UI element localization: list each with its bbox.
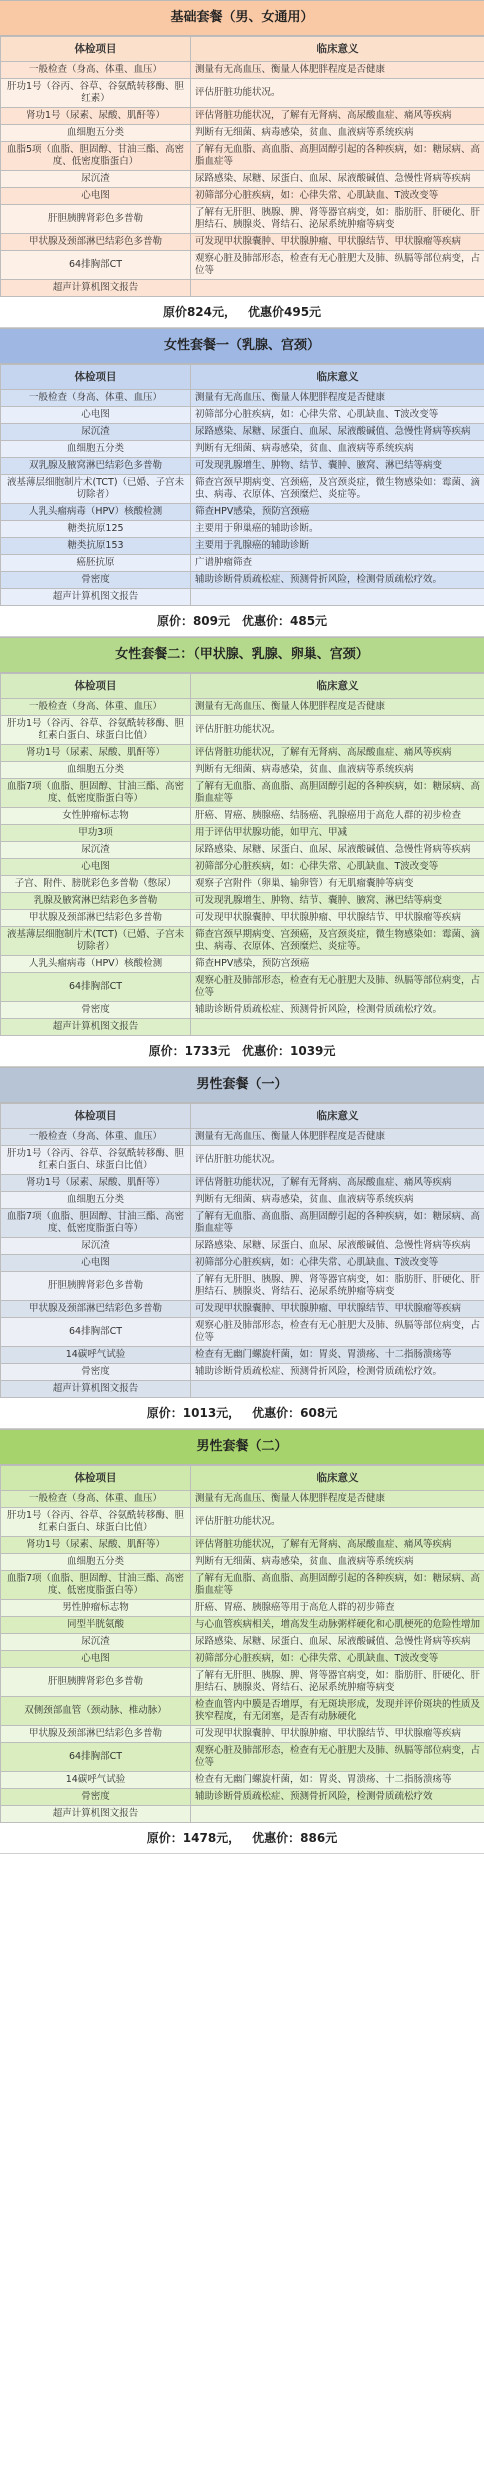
exam-item-cell: 尿沉渣 — [1, 171, 191, 188]
table-row — [1, 234, 484, 251]
exam-item-cell: 肾功1号（尿素、尿酸、肌酐等） — [1, 1175, 191, 1192]
clinical-meaning-cell: 辅助诊断骨质疏松症、预测骨折风险，检测骨质疏松疗效 — [191, 1789, 484, 1806]
exam-item-cell: 超声计算机图文报告 — [1, 280, 191, 297]
clinical-meaning-cell: 可发现乳腺增生、肿物、结节、囊肿、腋窝、淋巴结等病变 — [191, 893, 484, 910]
exam-item-cell: 糖类抗原153 — [1, 538, 191, 555]
exam-item-cell: 甲功3项 — [1, 825, 191, 842]
table-row — [1, 973, 484, 1002]
clinical-meaning-cell: 了解有无肝胆、胰腺、脾、肾等器官病变，如：脂肪肝、肝硬化、肝胆结石、胰腺炎、肾结石、泌尿系统肿瘤等病变 — [191, 1668, 484, 1697]
exam-item-cell: 肝功1号（谷丙、谷草、谷氨酰转移酶、胆红素白蛋白、球蛋白比值） — [1, 716, 191, 745]
exam-item-cell: 甲状腺及颈部淋巴结彩色多普勒 — [1, 910, 191, 927]
table-row — [1, 927, 484, 956]
exam-item-cell: 男性肿瘤标志物 — [1, 1600, 191, 1617]
table-row — [1, 62, 484, 79]
table-row — [1, 1146, 484, 1175]
package-section — [0, 328, 484, 637]
column-header-meaning: 临床意义 — [191, 1104, 484, 1129]
package-table — [0, 36, 484, 297]
exam-item-cell: 超声计算机图文报告 — [1, 1019, 191, 1036]
table-row — [1, 1238, 484, 1255]
clinical-meaning-cell: 可发现乳腺增生、肿物、结节、囊肿、腋窝、淋巴结等病变 — [191, 458, 484, 475]
package-title: 男性套餐（二） — [0, 1429, 484, 1465]
table-row — [1, 188, 484, 205]
clinical-meaning-cell: 辅助诊断骨质疏松症、预测骨折风险，检测骨质疏松疗效。 — [191, 1002, 484, 1019]
exam-item-cell: 尿沉渣 — [1, 1634, 191, 1651]
price-bar — [0, 1398, 484, 1428]
table-row — [1, 859, 484, 876]
column-header-item: 体检项目 — [1, 1104, 191, 1129]
exam-item-cell: 14碳呼气试验 — [1, 1347, 191, 1364]
exam-item-cell: 血脂7项（血脂、胆固醇、甘油三酯、高密度、低密度脂蛋白等） — [1, 1571, 191, 1600]
exam-item-cell: 心电图 — [1, 1255, 191, 1272]
exam-item-cell: 液基薄层细胞制片术(TCT)（已婚、子宫未切除者） — [1, 927, 191, 956]
table-row — [1, 1175, 484, 1192]
exam-item-cell: 肾功1号（尿素、尿酸、肌酐等） — [1, 1537, 191, 1554]
exam-item-cell: 双乳腺及腋窝淋巴结彩色多普勒 — [1, 458, 191, 475]
exam-item-cell: 肾功1号（尿素、尿酸、肌酐等） — [1, 108, 191, 125]
original-price: 原价：1733元 — [148, 1044, 230, 1058]
table-header-row — [1, 674, 484, 699]
clinical-meaning-cell: 测量有无高血压、衡量人体肥胖程度是否健康 — [191, 62, 484, 79]
clinical-meaning-cell: 检查有无幽门螺旋杆菌，如：胃炎、胃溃疡、十二指肠溃疡等 — [191, 1772, 484, 1789]
table-row — [1, 1318, 484, 1347]
table-row — [1, 555, 484, 572]
clinical-meaning-cell: 初筛部分心脏疾病，如：心律失常、心肌缺血、T波改变等 — [191, 1255, 484, 1272]
column-header-item: 体检项目 — [1, 365, 191, 390]
package-section — [0, 1429, 484, 1854]
clinical-meaning-cell: 了解有无血脂、高血脂、高胆固醇引起的各种疾病，如：糖尿病、高脂血症等 — [191, 1571, 484, 1600]
clinical-meaning-cell: 评估肝脏功能状况。 — [191, 716, 484, 745]
clinical-meaning-cell: 检查血管内中膜是否增厚，有无斑块形成，发现并评价斑块的性质及狭窄程度，有无闭塞，是否有动脉硬化 — [191, 1697, 484, 1726]
exam-item-cell: 血细胞五分类 — [1, 125, 191, 142]
table-header-row — [1, 1104, 484, 1129]
table-row — [1, 762, 484, 779]
exam-item-cell: 血细胞五分类 — [1, 441, 191, 458]
exam-item-cell: 肝功1号（谷丙、谷草、谷氨酰转移酶、胆红素白蛋白、球蛋白比值） — [1, 1146, 191, 1175]
exam-item-cell: 甲状腺及颈部淋巴结彩色多普勒 — [1, 234, 191, 251]
table-row — [1, 79, 484, 108]
table-row — [1, 441, 484, 458]
table-row — [1, 1634, 484, 1651]
table-row — [1, 1789, 484, 1806]
exam-item-cell: 血细胞五分类 — [1, 1192, 191, 1209]
clinical-meaning-cell: 可发现甲状腺囊肿、甲状腺肿瘤、甲状腺结节、甲状腺瘤等疾病 — [191, 1726, 484, 1743]
table-row — [1, 407, 484, 424]
exam-item-cell: 心电图 — [1, 188, 191, 205]
package-title: 男性套餐（一） — [0, 1067, 484, 1103]
exam-item-cell: 14碳呼气试验 — [1, 1772, 191, 1789]
exam-item-cell: 心电图 — [1, 859, 191, 876]
exam-item-cell: 骨密度 — [1, 1002, 191, 1019]
clinical-meaning-cell: 初筛部分心脏疾病，如：心律失常、心肌缺血、T波改变等 — [191, 1651, 484, 1668]
table-row — [1, 745, 484, 762]
exam-item-cell: 骨密度 — [1, 1789, 191, 1806]
clinical-meaning-cell: 筛查HPV感染，预防宫颈癌 — [191, 956, 484, 973]
clinical-meaning-cell: 初筛部分心脏疾病，如：心律失常、心肌缺血、T波改变等 — [191, 859, 484, 876]
clinical-meaning-cell: 判断有无细菌、病毒感染，贫血、血液病等系统疾病 — [191, 1554, 484, 1571]
table-row — [1, 1347, 484, 1364]
table-row — [1, 1651, 484, 1668]
clinical-meaning-cell: 了解有无血脂、高血脂、高胆固醇引起的各种疾病，如：糖尿病、高脂血症等 — [191, 1209, 484, 1238]
clinical-meaning-cell: 判断有无细菌、病毒感染，贫血、血液病等系统疾病 — [191, 1192, 484, 1209]
table-row — [1, 1508, 484, 1537]
table-row — [1, 1301, 484, 1318]
table-row — [1, 458, 484, 475]
exam-item-cell: 64排胸部CT — [1, 1318, 191, 1347]
price-bar — [0, 1036, 484, 1066]
clinical-meaning-cell: 广谱肿瘤筛查 — [191, 555, 484, 572]
table-row — [1, 475, 484, 504]
column-header-meaning: 临床意义 — [191, 37, 484, 62]
clinical-meaning-cell: 评估肾脏功能状况，了解有无肾病、高尿酸血症、痛风等疾病 — [191, 108, 484, 125]
exam-item-cell: 一般检查（身高、体重、血压） — [1, 62, 191, 79]
exam-item-cell: 子宫、附件、膀胱彩色多普勒（憋尿） — [1, 876, 191, 893]
clinical-meaning-cell: 评估肝脏功能状况。 — [191, 1146, 484, 1175]
clinical-meaning-cell: 观察心脏及肺部形态，检查有无心脏肥大及肺、纵膈等部位病变，占位等 — [191, 973, 484, 1002]
exam-item-cell: 肝胆胰脾肾彩色多普勒 — [1, 205, 191, 234]
exam-item-cell: 一般检查（身高、体重、血压） — [1, 1129, 191, 1146]
table-row — [1, 842, 484, 859]
exam-item-cell: 糖类抗原125 — [1, 521, 191, 538]
exam-item-cell: 超声计算机图文报告 — [1, 589, 191, 606]
table-row — [1, 1571, 484, 1600]
clinical-meaning-cell: 测量有无高血压、衡量人体肥胖程度是否健康 — [191, 1129, 484, 1146]
exam-item-cell: 肾功1号（尿素、尿酸、肌酐等） — [1, 745, 191, 762]
package-section — [0, 1067, 484, 1429]
original-price: 原价：809元 — [156, 614, 230, 628]
table-row — [1, 910, 484, 927]
table-row — [1, 1554, 484, 1571]
table-row — [1, 1697, 484, 1726]
table-row — [1, 825, 484, 842]
clinical-meaning-cell: 尿路感染、尿糖、尿蛋白、血尿、尿液酸碱值、急慢性肾病等疾病 — [191, 1634, 484, 1651]
original-price: 原价：1013元， — [146, 1406, 241, 1420]
package-title: 女性套餐一（乳腺、宫颈） — [0, 328, 484, 364]
exam-item-cell: 一般检查（身高、体重、血压） — [1, 390, 191, 407]
clinical-meaning-cell: 判断有无细菌、病毒感染，贫血、血液病等系统疾病 — [191, 125, 484, 142]
table-row — [1, 521, 484, 538]
clinical-meaning-cell: 筛查HPV感染，预防宫颈癌 — [191, 504, 484, 521]
table-row — [1, 589, 484, 606]
table-row — [1, 1491, 484, 1508]
table-row — [1, 538, 484, 555]
original-price: 原价824元， — [162, 305, 236, 319]
table-row — [1, 1002, 484, 1019]
table-row — [1, 1192, 484, 1209]
table-row — [1, 1129, 484, 1146]
clinical-meaning-cell: 判断有无细菌、病毒感染，贫血、血液病等系统疾病 — [191, 441, 484, 458]
table-row — [1, 108, 484, 125]
table-row — [1, 1726, 484, 1743]
exam-item-cell: 血脂5项（血脂、胆固醇、甘油三酯、高密度、低密度脂蛋白） — [1, 142, 191, 171]
table-row — [1, 424, 484, 441]
exam-item-cell: 乳腺及腋窝淋巴结彩色多普勒 — [1, 893, 191, 910]
exam-item-cell: 血脂7项（血脂、胆固醇、甘油三酯、高密度、低密度脂蛋白等） — [1, 1209, 191, 1238]
column-header-item: 体检项目 — [1, 674, 191, 699]
clinical-meaning-cell: 尿路感染、尿糖、尿蛋白、血尿、尿液酸碱值、急慢性肾病等疾病 — [191, 1238, 484, 1255]
exam-item-cell: 血细胞五分类 — [1, 762, 191, 779]
exam-item-cell: 骨密度 — [1, 1364, 191, 1381]
price-bar — [0, 1823, 484, 1853]
table-row — [1, 808, 484, 825]
package-table — [0, 364, 484, 606]
table-row — [1, 1019, 484, 1036]
clinical-meaning-cell: 了解有无肝胆、胰腺、脾、肾等器官病变，如：脂肪肝、肝硬化、肝胆结石、胰腺炎、肾结石、泌尿系统肿瘤等病变 — [191, 205, 484, 234]
exam-item-cell: 同型半胱氨酸 — [1, 1617, 191, 1634]
column-header-meaning: 临床意义 — [191, 1466, 484, 1491]
package-title: 基础套餐（男、女通用） — [0, 0, 484, 36]
table-row — [1, 390, 484, 407]
column-header-meaning: 临床意义 — [191, 674, 484, 699]
clinical-meaning-cell: 初筛部分心脏疾病，如：心律失常、心肌缺血、T波改变等 — [191, 407, 484, 424]
exam-item-cell: 血细胞五分类 — [1, 1554, 191, 1571]
exam-item-cell: 一般检查（身高、体重、血压） — [1, 699, 191, 716]
clinical-meaning-cell: 测量有无高血压、衡量人体肥胖程度是否健康 — [191, 699, 484, 716]
clinical-meaning-cell: 肝癌、胃癌、胰腺癌等用于高危人群的初步筛查 — [191, 1600, 484, 1617]
clinical-meaning-cell: 辅助诊断骨质疏松症、预测骨折风险，检测骨质疏松疗效。 — [191, 572, 484, 589]
clinical-meaning-cell: 观察心脏及肺部形态，检查有无心脏肥大及肺、纵膈等部位病变，占位等 — [191, 1318, 484, 1347]
column-header-item: 体检项目 — [1, 1466, 191, 1491]
clinical-meaning-cell: 主要用于卵巢癌的辅助诊断。 — [191, 521, 484, 538]
package-table — [0, 1103, 484, 1398]
exam-item-cell: 甲状腺及颈部淋巴结彩色多普勒 — [1, 1726, 191, 1743]
table-row — [1, 1743, 484, 1772]
clinical-meaning-cell: 评估肾脏功能状况，了解有无肾病、高尿酸血症、痛风等疾病 — [191, 1537, 484, 1554]
table-row — [1, 504, 484, 521]
clinical-meaning-cell — [191, 280, 484, 297]
clinical-meaning-cell: 辅助诊断骨质疏松症、预测骨折风险，检测骨质疏松疗效。 — [191, 1364, 484, 1381]
clinical-meaning-cell: 了解有无血脂、高血脂、高胆固醇引起的各种疾病，如：糖尿病、高脂血症等 — [191, 142, 484, 171]
exam-item-cell: 肝功1号（谷丙、谷草、谷氨酰转移酶、胆红素白蛋白、球蛋白比值） — [1, 1508, 191, 1537]
clinical-meaning-cell — [191, 1381, 484, 1398]
table-row — [1, 1772, 484, 1789]
clinical-meaning-cell: 了解有无肝胆、胰腺、脾、肾等器官病变，如：脂肪肝、肝硬化、肝胆结石、胰腺炎、肾结石、泌尿系统肿瘤等病变 — [191, 1272, 484, 1301]
exam-item-cell: 一般检查（身高、体重、血压） — [1, 1491, 191, 1508]
exam-item-cell: 尿沉渣 — [1, 424, 191, 441]
column-header-meaning: 临床意义 — [191, 365, 484, 390]
clinical-meaning-cell: 评估肾脏功能状况，了解有无肾病、高尿酸血症、痛风等疾病 — [191, 1175, 484, 1192]
exam-item-cell: 骨密度 — [1, 572, 191, 589]
clinical-meaning-cell: 评估肝脏功能状况。 — [191, 79, 484, 108]
clinical-meaning-cell — [191, 1019, 484, 1036]
table-header-row — [1, 365, 484, 390]
exam-item-cell: 尿沉渣 — [1, 842, 191, 859]
table-row — [1, 876, 484, 893]
package-section — [0, 637, 484, 1067]
exam-item-cell: 超声计算机图文报告 — [1, 1806, 191, 1823]
exam-item-cell: 64排胸部CT — [1, 1743, 191, 1772]
discount-price: 优惠价：886元 — [252, 1831, 338, 1845]
clinical-meaning-cell: 观察子宫附件（卵巢、输卵管）有无肌瘤囊肿等病变 — [191, 876, 484, 893]
package-table — [0, 673, 484, 1036]
clinical-meaning-cell: 筛查宫颈早期病变、宫颈癌，及宫颈炎症，微生物感染如：霉菌、滴虫、病毒、衣原体、宫颈糜烂、炎症等。 — [191, 475, 484, 504]
clinical-meaning-cell: 可发现甲状腺囊肿、甲状腺肿瘤、甲状腺结节、甲状腺瘤等疾病 — [191, 234, 484, 251]
table-row — [1, 251, 484, 280]
discount-price: 优惠价495元 — [248, 305, 322, 319]
table-row — [1, 893, 484, 910]
clinical-meaning-cell: 主要用于乳腺癌的辅助诊断 — [191, 538, 484, 555]
exam-item-cell: 血脂7项（血脂、胆固醇、甘油三酯、高密度、低密度脂蛋白等） — [1, 779, 191, 808]
table-row — [1, 779, 484, 808]
table-row — [1, 1600, 484, 1617]
exam-item-cell: 肝胆胰脾肾彩色多普勒 — [1, 1272, 191, 1301]
clinical-meaning-cell: 可发现甲状腺囊肿、甲状腺肿瘤、甲状腺结节、甲状腺瘤等疾病 — [191, 910, 484, 927]
exam-item-cell: 双侧颈部血管（颈动脉、椎动脉） — [1, 1697, 191, 1726]
table-row — [1, 1364, 484, 1381]
original-price: 原价：1478元， — [146, 1831, 241, 1845]
table-header-row — [1, 37, 484, 62]
table-row — [1, 699, 484, 716]
table-row — [1, 956, 484, 973]
clinical-meaning-cell — [191, 589, 484, 606]
clinical-meaning-cell: 用于评估甲状腺功能，如甲亢、甲减 — [191, 825, 484, 842]
clinical-meaning-cell: 观察心脏及肺部形态，检查有无心脏肥大及肺、纵膈等部位病变，占位等 — [191, 1743, 484, 1772]
table-row — [1, 1209, 484, 1238]
table-row — [1, 572, 484, 589]
table-row — [1, 1272, 484, 1301]
discount-price: 优惠价：1039元 — [242, 1044, 336, 1058]
table-header-row — [1, 1466, 484, 1491]
clinical-meaning-cell: 评估肾脏功能状况，了解有无肾病、高尿酸血症、痛风等疾病 — [191, 745, 484, 762]
clinical-meaning-cell: 观察心脏及肺部形态，检查有无心脏肥大及肺、纵膈等部位病变，占位等 — [191, 251, 484, 280]
exam-item-cell: 心电图 — [1, 1651, 191, 1668]
clinical-meaning-cell: 了解有无血脂、高血脂、高胆固醇引起的各种疾病，如：糖尿病、高脂血症等 — [191, 779, 484, 808]
exam-item-cell: 心电图 — [1, 407, 191, 424]
table-row — [1, 171, 484, 188]
exam-item-cell: 肝功1号（谷丙、谷草、谷氨酰转移酶、胆红素） — [1, 79, 191, 108]
package-title: 女性套餐二：（甲状腺、乳腺、卵巢、宫颈） — [0, 637, 484, 673]
clinical-meaning-cell: 判断有无细菌、病毒感染，贫血、血液病等系统疾病 — [191, 762, 484, 779]
clinical-meaning-cell: 测量有无高血压、衡量人体肥胖程度是否健康 — [191, 390, 484, 407]
exam-item-cell: 癌胚抗原 — [1, 555, 191, 572]
table-row — [1, 1806, 484, 1823]
clinical-meaning-cell: 检查有无幽门螺旋杆菌，如：胃炎、胃溃疡、十二指肠溃疡等 — [191, 1347, 484, 1364]
price-bar — [0, 297, 484, 327]
discount-price: 优惠价：485元 — [242, 614, 328, 628]
clinical-meaning-cell: 可发现甲状腺囊肿、甲状腺肿瘤、甲状腺结节、甲状腺瘤等疾病 — [191, 1301, 484, 1318]
table-row — [1, 280, 484, 297]
table-row — [1, 1668, 484, 1697]
exam-item-cell: 肝胆胰脾肾彩色多普勒 — [1, 1668, 191, 1697]
clinical-meaning-cell — [191, 1806, 484, 1823]
clinical-meaning-cell: 尿路感染、尿糖、尿蛋白、血尿、尿液酸碱值、急慢性肾病等疾病 — [191, 842, 484, 859]
exam-item-cell: 64排胸部CT — [1, 973, 191, 1002]
table-row — [1, 125, 484, 142]
clinical-meaning-cell: 尿路感染、尿糖、尿蛋白、血尿、尿液酸碱值、急慢性肾病等疾病 — [191, 171, 484, 188]
exam-item-cell: 人乳头瘤病毒（HPV）核酸检测 — [1, 956, 191, 973]
table-row — [1, 1255, 484, 1272]
table-row — [1, 1537, 484, 1554]
clinical-meaning-cell: 肝癌、胃癌、胰腺癌、结肠癌、乳腺癌用于高危人群的初步检查 — [191, 808, 484, 825]
clinical-meaning-cell: 尿路感染、尿糖、尿蛋白、血尿、尿液酸碱值、急慢性肾病等疾病 — [191, 424, 484, 441]
package-table — [0, 1465, 484, 1823]
table-row — [1, 716, 484, 745]
clinical-meaning-cell: 与心血管疾病相关，增高发生动脉粥样硬化和心肌梗死的危险性增加 — [191, 1617, 484, 1634]
exam-item-cell: 液基薄层细胞制片术(TCT)（已婚、子宫未切除者） — [1, 475, 191, 504]
table-row — [1, 1617, 484, 1634]
exam-item-cell: 64排胸部CT — [1, 251, 191, 280]
column-header-item: 体检项目 — [1, 37, 191, 62]
package-section — [0, 0, 484, 328]
clinical-meaning-cell: 评估肝脏功能状况。 — [191, 1508, 484, 1537]
table-row — [1, 142, 484, 171]
table-row — [1, 1381, 484, 1398]
exam-item-cell: 女性肿瘤标志物 — [1, 808, 191, 825]
clinical-meaning-cell: 筛查宫颈早期病变、宫颈癌，及宫颈炎症，微生物感染如：霉菌、滴虫、病毒、衣原体、宫颈糜烂、炎症等。 — [191, 927, 484, 956]
discount-price: 优惠价：608元 — [252, 1406, 338, 1420]
exam-item-cell: 超声计算机图文报告 — [1, 1381, 191, 1398]
clinical-meaning-cell: 测量有无高血压、衡量人体肥胖程度是否健康 — [191, 1491, 484, 1508]
clinical-meaning-cell: 初筛部分心脏疾病，如：心律失常、心肌缺血、T波改变等 — [191, 188, 484, 205]
table-row — [1, 205, 484, 234]
exam-item-cell: 甲状腺及颈部淋巴结彩色多普勒 — [1, 1301, 191, 1318]
exam-item-cell: 人乳头瘤病毒（HPV）核酸检测 — [1, 504, 191, 521]
exam-item-cell: 尿沉渣 — [1, 1238, 191, 1255]
price-bar — [0, 606, 484, 636]
